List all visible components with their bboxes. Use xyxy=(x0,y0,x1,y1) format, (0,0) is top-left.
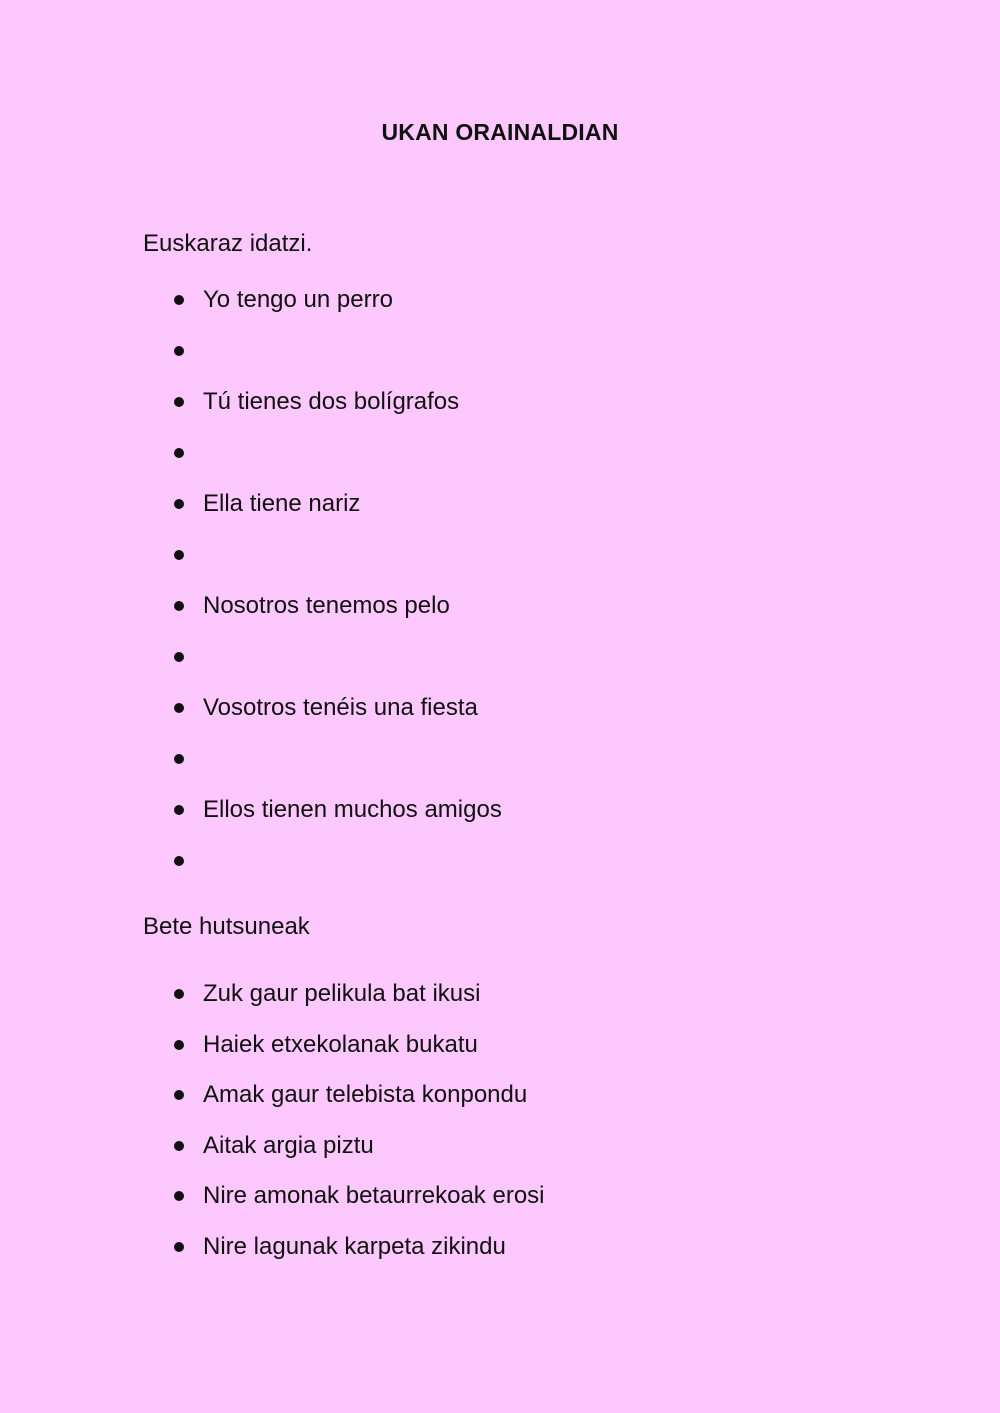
list-item xyxy=(172,688,478,728)
section-heading-fill-blanks: Bete hutsuneak xyxy=(143,913,310,940)
list-item-text: Ellos tienen muchos amigos xyxy=(203,796,502,823)
bullet-icon xyxy=(174,601,184,611)
list-item-blank xyxy=(172,637,203,677)
list-item xyxy=(172,974,480,1014)
list-item xyxy=(172,1176,545,1216)
list-item xyxy=(172,586,450,626)
list-item xyxy=(172,484,360,524)
list-item-text: Nosotros tenemos pelo xyxy=(203,592,450,619)
bullet-icon xyxy=(174,989,184,999)
list-item-text: Vosotros tenéis una fiesta xyxy=(203,694,478,721)
list-item xyxy=(172,1126,374,1166)
bullet-icon xyxy=(174,499,184,509)
bullet-icon xyxy=(174,550,184,560)
bullet-icon xyxy=(174,1090,184,1100)
list-item-text: Yo tengo un perro xyxy=(203,286,393,313)
bullet-icon xyxy=(174,1141,184,1151)
list-item-blank xyxy=(172,331,203,371)
list-item xyxy=(172,1025,478,1065)
bullet-icon xyxy=(174,346,184,356)
bullet-icon xyxy=(174,295,184,305)
list-item-text: Zuk gaur pelikula bat ikusi xyxy=(203,980,481,1007)
list-item-blank xyxy=(172,739,203,779)
bullet-icon xyxy=(174,1242,184,1252)
section-heading-translate: Euskaraz idatzi. xyxy=(143,230,313,257)
list-item-text: Haiek etxekolanak bukatu xyxy=(203,1031,478,1058)
bullet-icon xyxy=(174,397,184,407)
bullet-icon xyxy=(174,856,184,866)
list-item-text: Ella tiene nariz xyxy=(203,490,361,517)
list-item xyxy=(172,382,459,422)
list-item-blank xyxy=(172,433,203,473)
page-title: UKAN ORAINALDIAN xyxy=(381,119,619,145)
bullet-icon xyxy=(174,703,184,713)
list-item-text: Amak gaur telebista konpondu xyxy=(203,1081,528,1108)
list-item-text: Nire amonak betaurrekoak erosi xyxy=(203,1182,545,1209)
bullet-icon xyxy=(174,805,184,815)
list-item xyxy=(172,1075,527,1115)
list-item-text: Nire lagunak karpeta zikindu xyxy=(203,1233,506,1260)
bullet-icon xyxy=(174,754,184,764)
list-item-blank xyxy=(172,535,203,575)
list-item xyxy=(172,280,393,320)
list-item xyxy=(172,1227,506,1267)
list-item-text: Tú tienes dos bolígrafos xyxy=(203,388,460,415)
list-item xyxy=(172,790,502,830)
bullet-icon xyxy=(174,652,184,662)
bullet-icon xyxy=(174,448,184,458)
bullet-icon xyxy=(174,1040,184,1050)
list-item-blank xyxy=(172,841,203,881)
bullet-icon xyxy=(174,1191,184,1201)
list-item-text: Aitak argia piztu xyxy=(203,1132,374,1159)
